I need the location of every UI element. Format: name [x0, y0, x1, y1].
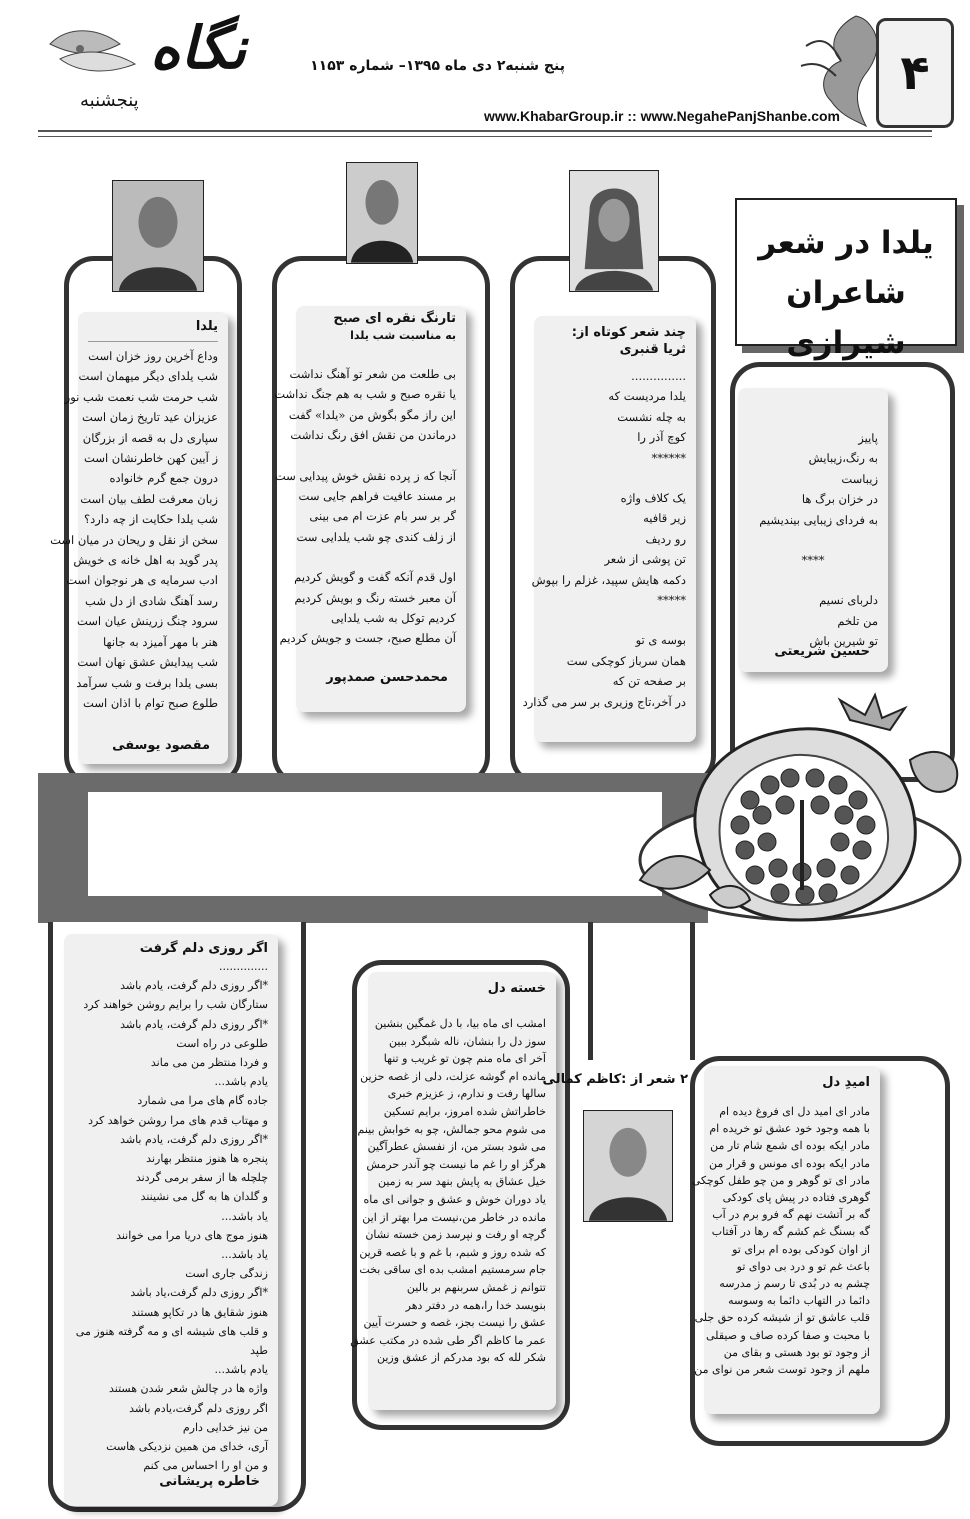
poem-line: من نیز خدایی دارم: [182, 1420, 268, 1434]
poem-line: عشق را نیست بجز، غصه و حسرت آیین: [363, 1316, 546, 1330]
poem-line: با محبت و صفا کرده صاف و صیقلی: [706, 1328, 870, 1342]
poem-line: *اگر روزی دلم گرفت، یادم باشد: [120, 1017, 268, 1031]
poem-line: این راز مگو بگوش من «یلدا» گفت: [288, 407, 456, 422]
poem-line: یاد باشد...: [221, 1248, 268, 1262]
poem-line: بر صفحه تن که: [612, 674, 686, 689]
poem-yousefi: [50, 312, 228, 764]
poem-line: بسی یلدا برفت و شب سرآمد: [76, 675, 218, 690]
poem-line: ******: [651, 450, 686, 465]
poem-line: عزیزان عید تاریخ زمان است: [81, 410, 218, 425]
poem-line: طلوع صبح توام با اذان است: [83, 695, 218, 710]
poem-line: شب یلدای دیگر میهمان است: [78, 369, 218, 384]
poem-line: اول قدم آنکه گفت و گویش کردیم: [294, 570, 456, 585]
poem-title: امیدِ دل: [822, 1075, 870, 1090]
poem-line: ****: [801, 553, 825, 568]
poem-line: مادر ای امید دل ای فروغ دیده ام: [719, 1105, 870, 1118]
poem-line: یاد باشد...: [221, 1209, 268, 1223]
poem-line: هنوز شقایق ها در تکاپو هستند: [131, 1305, 268, 1319]
poem-line: به فردای زیبایی بیندیشیم: [759, 512, 878, 527]
poem-line: مادر ایکه بوده ای شمع شام تار من: [710, 1139, 870, 1153]
poem-line: دکمه هایش سپید، غزلم را بپوش: [531, 572, 686, 587]
poem-line: بر مسند عافیت فراهم جایی ست: [298, 489, 456, 504]
poem-line: همان سرباز کوچکی ست: [566, 653, 686, 668]
poem-line: سوز دل را بنشان، ناله شبگرد ببین: [389, 1034, 546, 1048]
poem-line: باعث غم تو و درد بی دوای تو: [736, 1259, 870, 1273]
poem-line: سپاری دل به قصه از بزرگان: [82, 430, 218, 445]
issue-info: پنج شنبه۲ دی ماه ۱۳۹۵– شماره ۱۱۵۳: [310, 58, 565, 74]
connector-line: [690, 922, 695, 1060]
poem-line: شکر لله که بود مدرکم از عشق وزین: [376, 1351, 546, 1365]
poem-line: و مهتاب قدم های مرا روشن خواهد کرد: [88, 1113, 268, 1127]
website-urls[interactable]: www.KhabarGroup.ir :: www.NegahePanjShanbe.com: [483, 108, 840, 124]
logo-subtitle: پنجشنبه: [80, 90, 139, 111]
poem-line: جام سرمستیم امشب بده ای ساقی بخت: [359, 1263, 546, 1277]
title-divider: [88, 341, 218, 342]
photo-kamali: [583, 1110, 673, 1222]
poem-line: *اگر روزی دلم گرفت،یاد باشد: [130, 1286, 268, 1300]
poem-line: تو شیرین باش: [809, 634, 878, 649]
poem-line: ملهم از وجود توست شعر من نوای من: [694, 1363, 870, 1377]
poem-line: پاییز: [858, 431, 878, 445]
poem-line: عمر ما کاظم اگر طی شده در مکتب عشق: [350, 1333, 546, 1347]
poem-line: گه بر آتشت نهم گه فرو برم در آب: [712, 1208, 870, 1222]
poem-line: بوسه ی تو: [635, 633, 686, 648]
portrait-icon: [113, 181, 203, 291]
portrait-icon: [584, 1111, 672, 1221]
poem-line: آنجا که ز پرده نقش خوش پیدایی ست: [274, 468, 456, 483]
kamali-header: ۲ شعر از :کاظم کمالی: [542, 1072, 688, 1087]
poem-line: شب حرمت شب نعمت شب نور: [64, 389, 218, 404]
poem-line: زیر قافیه: [643, 511, 686, 526]
poem-line: بی طلعت من شعر تو آهنگ نداشت: [289, 367, 456, 381]
poem-line: *اگر روزی دلم گرفت، یادم باشد: [120, 979, 268, 993]
poem-spacer: [748, 530, 878, 550]
poem-line: واژه ها در چالش شعر شدن هستند: [108, 1382, 268, 1396]
poem-line: جاده گام های مرا می شمارد: [137, 1094, 268, 1108]
poem-title: یلدا: [195, 319, 218, 334]
poem-line: در آخر،تاج وزیری بر سر می گذارد: [522, 694, 686, 709]
poem-line: ..............: [219, 960, 268, 973]
poem-line: شب یلدا حکایت از چه دارد؟: [83, 512, 218, 527]
poem-title: خسته دل: [487, 981, 546, 996]
poem-line: و من او را احساس می کنم: [143, 1459, 268, 1473]
poem-title: اگر روزی دلم گرفت: [139, 941, 268, 956]
poem-title: تارنگ نقره ای صبح: [333, 311, 456, 326]
masthead: [0, 0, 970, 150]
poem-line: هرگز او را غم ما نیست چو آندر حرمش: [366, 1157, 546, 1171]
phoenix-ornament-icon: [796, 6, 886, 130]
poem-title: چند شعر کوتاه از:: [571, 325, 686, 340]
feature-title-line2: شاعران شیرازی: [786, 275, 906, 361]
poem-line: گوهری فتاده در پیش پای کودکی: [722, 1191, 870, 1205]
poem-line: پنجره ها هنوز منتظر بهارند: [146, 1152, 268, 1166]
poem-samadpour: [274, 306, 466, 712]
poem-line: *****: [657, 593, 686, 608]
poem-spacer: [306, 446, 456, 466]
poem-line: گر بر سر بام عزت ام می بینی: [309, 509, 456, 524]
poem-omid-del: [691, 1066, 880, 1414]
poem-line: سخن از نقل و ریحان در میان است: [50, 532, 218, 547]
poem-subtitle: ثریا قنبری: [619, 342, 686, 357]
poem-line: رسد آهنگ شادی از دل شب: [85, 593, 218, 608]
poem-author: خاطره پریشانی: [159, 1474, 260, 1489]
poem-line: و گلدان ها به گل می نشینند: [140, 1190, 268, 1204]
poem-spacer: [306, 547, 456, 567]
poem-line: گه بسنگ غم کشم گه رها در آفتاب: [711, 1225, 870, 1239]
poem-line: چشم به در بُدی تا رسم ز مدرسه: [719, 1277, 870, 1291]
portrait-icon: [347, 163, 417, 263]
poem-line: از اوان کودکی بوده ام برای تو: [732, 1242, 870, 1256]
portrait-icon: [570, 171, 658, 291]
poem-author: مقصود یوسفی: [112, 738, 210, 753]
poem-line: خاطراتش شده امروز، برایم تسکین: [383, 1104, 546, 1118]
pomegranate-illustration-icon: [620, 690, 970, 960]
poem-line: گرچه او رفت و نپرسد زمن خسته نشان: [365, 1228, 546, 1242]
poem-ghanbari: [522, 316, 696, 742]
poem-line: مادر ایکه بوده ای مونس و قرار من: [708, 1156, 870, 1170]
poem-line: اگر روزی دلم گرفت،یادم باشد: [129, 1401, 268, 1415]
poem-line: یلدا مردیست که: [608, 389, 686, 404]
poem-line: کردیم توکل به شب یلدایی: [330, 611, 456, 626]
middle-band-inner: [88, 792, 662, 896]
poem-line: طلوعی در راه است: [176, 1036, 268, 1050]
poem-line: ستارگان شب را برایم روشن خواهند کرد: [83, 998, 268, 1012]
poem-line: سرود چنگ زرینش عیان است: [77, 614, 218, 629]
poem-line: آخر ای ماه منم چون تو غریب و تنها: [383, 1052, 546, 1066]
page-number: ۴: [900, 45, 930, 101]
poem-line: قلب عاشق تو از شیشه کرده حق جلی: [694, 1311, 870, 1325]
connector-line: [588, 922, 593, 1060]
poem-line: وداع آخرین روز خزان است: [88, 349, 218, 363]
poem-line: تتوانم ز غمش سربنهم بر بالین: [406, 1280, 546, 1294]
logo-title: نگاه: [150, 14, 247, 82]
newspaper-logo[interactable]: [40, 14, 270, 114]
poem-line: یاد دوران خوش و عشق و جوانی ای ماه: [363, 1192, 546, 1206]
photo-ghanbari: [569, 170, 659, 292]
poem-spacer: [544, 468, 686, 488]
photo-samadpour: [346, 162, 418, 264]
header-rule-thin: [38, 136, 932, 137]
poem-line: طپد: [250, 1344, 268, 1358]
poem-spacer: [748, 570, 878, 590]
poem-spacer: [544, 610, 686, 630]
poem-line: مادر ای تو گوهر و من چو طفل کوچکی: [691, 1173, 870, 1187]
poem-line: تن پوشی از شعر: [604, 552, 686, 567]
poem-line: در خزان برگ ها: [801, 492, 878, 507]
poem-line: از وجود تو بود هستی و بقای من: [723, 1345, 870, 1359]
poem-line: امشب ای ماه بیا، با دل غمگین بنشین: [374, 1017, 546, 1030]
poem-line: ...............: [631, 369, 686, 383]
poem-line: چلچله ها از سفر برمی گردند: [135, 1171, 268, 1185]
poem-line: و فردا منتظر من می ماند: [150, 1056, 268, 1070]
poem-line: دلربای نسیم: [819, 593, 878, 608]
poem-line: از زلف کندی چو شب یلدایی ست: [296, 529, 456, 544]
poem-line: به چله نشست: [617, 409, 686, 424]
poem-khasteh-del: [350, 972, 556, 1410]
poem-line: رو ردیف: [645, 531, 686, 546]
poem-line: یادم باشد...: [214, 1075, 268, 1089]
feature-title-line1: یلدا در شعر: [758, 225, 934, 261]
poem-line: زندگی جاری است: [185, 1267, 268, 1281]
poem-line: یا نقره صبح و شب به هم جنگ نداشت: [274, 387, 456, 402]
poem-line: که شده روز و شبم، با غم و با غصه قرین: [359, 1245, 546, 1259]
page-number-box: [876, 18, 954, 128]
poem-line: من تلخم: [837, 613, 878, 628]
poem-line: کوچ آذر را: [637, 430, 686, 445]
poem-line: آن مطلع صبح، جست و جویش کردیم: [279, 631, 456, 646]
poem-line: می شوم محو جمالش، چو به خوابش بینم: [357, 1122, 546, 1136]
poem-line: پدر گوید به اهل خانه ی خویش: [73, 553, 218, 568]
poem-line: دائما در التهاب دائما به وسوسه: [728, 1294, 870, 1308]
poem-line: *اگر روزی دلم گرفت، یادم باشد: [120, 1132, 268, 1146]
poem-line: آن معبر خسته رنگ و بویش کردیم: [294, 590, 456, 605]
poem-line: یک کلاف واژه: [620, 491, 686, 506]
poem-line: زبان معرفت لطف بیان است: [80, 491, 218, 506]
feature-title: [735, 198, 957, 361]
poem-line: هنوز موج های دریا مرا می خوانند: [116, 1228, 268, 1242]
poem-line: شب پیدایش عشق نهان است: [77, 655, 218, 670]
poem-line: با همه وجود خود عشق تو خریده ام: [709, 1122, 870, 1136]
photo-yousefi: [112, 180, 204, 292]
poem-line: آری، خدای من همین نزدیکی هاست: [106, 1440, 268, 1454]
poem-line: می شود بستر من، از نفسش عطرآگین: [367, 1140, 546, 1154]
poem-author: حسین شریعتی: [774, 644, 870, 659]
poem-line: ادب سرمایه ی هر نوجوان است: [66, 573, 218, 588]
poem-line: درماندن من نقش افق رنگ نداشت: [290, 428, 456, 443]
poem-line: سالها رفت و ندارم، ز عزیزم خبری: [387, 1087, 546, 1101]
poem-line: به رنگ،زیبایش: [808, 451, 878, 466]
poem-author: محمدحسن صمدپور: [326, 670, 448, 685]
poem-line: یادم باشد...: [214, 1363, 268, 1377]
poem-line: و قلب های شیشه ای و مه گرفته هنوز می: [75, 1324, 268, 1338]
poem-shariati: [738, 388, 888, 672]
poem-line: درون جمع گرم خانواده: [109, 471, 218, 486]
poem-line: بنویسد خدا را،همه در دفتر دهر: [405, 1298, 546, 1312]
poem-line: زیباست: [841, 471, 878, 486]
poem-parishani: [64, 934, 278, 1506]
poem-line: مانده ام گوشه عزلت، دلی از غصه حزین: [360, 1069, 546, 1083]
poem-line: هنر با مهر آمیزد به جانها: [103, 634, 218, 649]
poem-subtitle: به مناسبت شب یلدا: [350, 329, 456, 342]
poem-line: مانده در خاطر من،نیست مرا بهتر از این: [362, 1210, 546, 1224]
header-rule: [38, 130, 932, 132]
poem-line: ز آیین کهن خاطرنشان است: [84, 451, 218, 466]
poem-line: خیل عشاق به پایش بنهد سر به زمین: [377, 1175, 546, 1189]
